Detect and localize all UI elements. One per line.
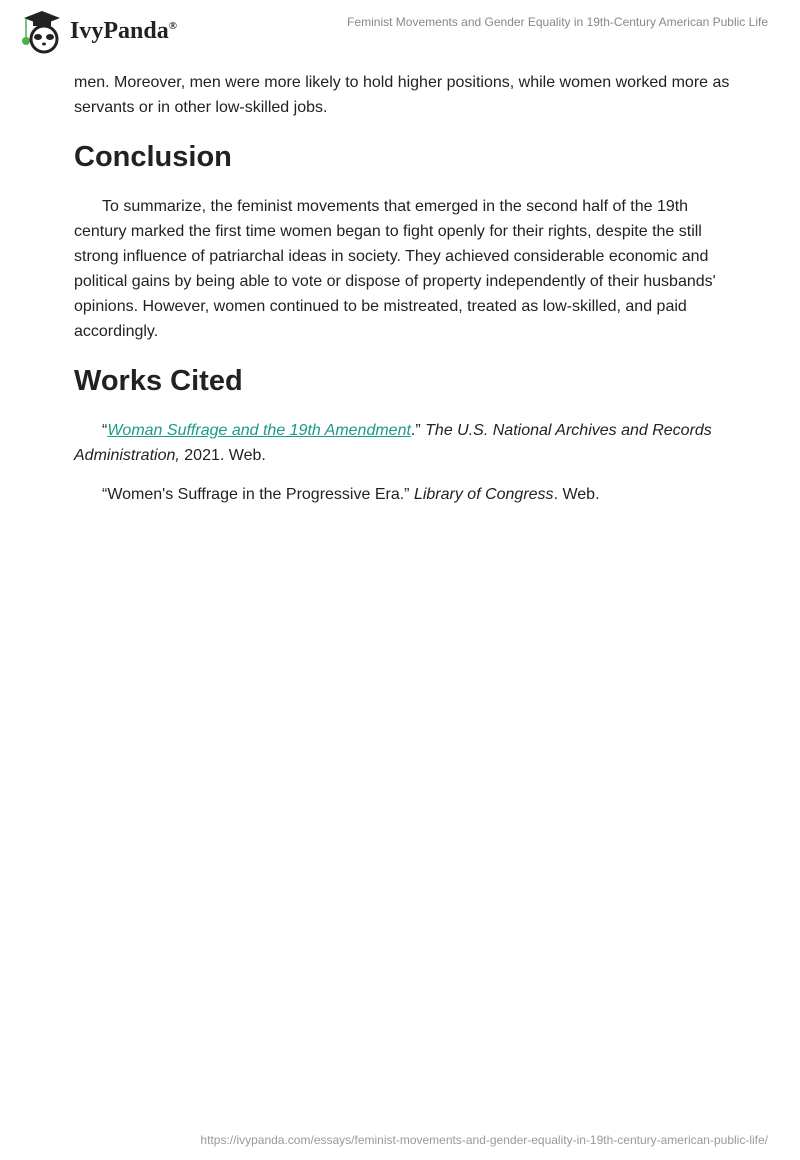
logo-text: IvyPanda® (70, 17, 177, 44)
citation-2: “Women's Suffrage in the Progressive Era.” Library of Congress. Web. (102, 486, 600, 503)
ivypanda-logo[interactable] (18, 8, 177, 54)
conclusion-paragraph: To summarize, the feminist movements that emerged in the second half of the 19th century marked the first time women began to fight openly for their rights, despite the still strong influence of patriarchal ideas in society. They achieved considerable economic and political gains by being able to vote or dispose of property independently of their husbands' opinions. However, women continued to be mistreated, treated as low-skilled, and paid accordingly. (74, 198, 716, 340)
footer-url[interactable]: https://ivypanda.com/essays/feminist-movements-and-gender-equality-in-19th-century-american-public-life/ (200, 1133, 768, 1147)
conclusion-heading: Conclusion (74, 141, 232, 173)
citation-1: “Woman Suffrage and the 19th Amendment.” The U.S. National Archives and Records Administration, 2021. Web. (74, 422, 712, 464)
citation-1-link[interactable]: Woman Suffrage and the 19th Amendment (107, 422, 411, 439)
works-cited-heading: Works Cited (74, 365, 243, 397)
essay-content (74, 70, 734, 521)
document-title: Feminist Movements and Gender Equality in 19th-Century American Public Life (347, 15, 768, 29)
panda-graduate-icon (18, 8, 64, 54)
intro-paragraph: men. Moreover, men were more likely to hold higher positions, while women worked more as servants or in other low-skilled jobs. (74, 74, 730, 116)
